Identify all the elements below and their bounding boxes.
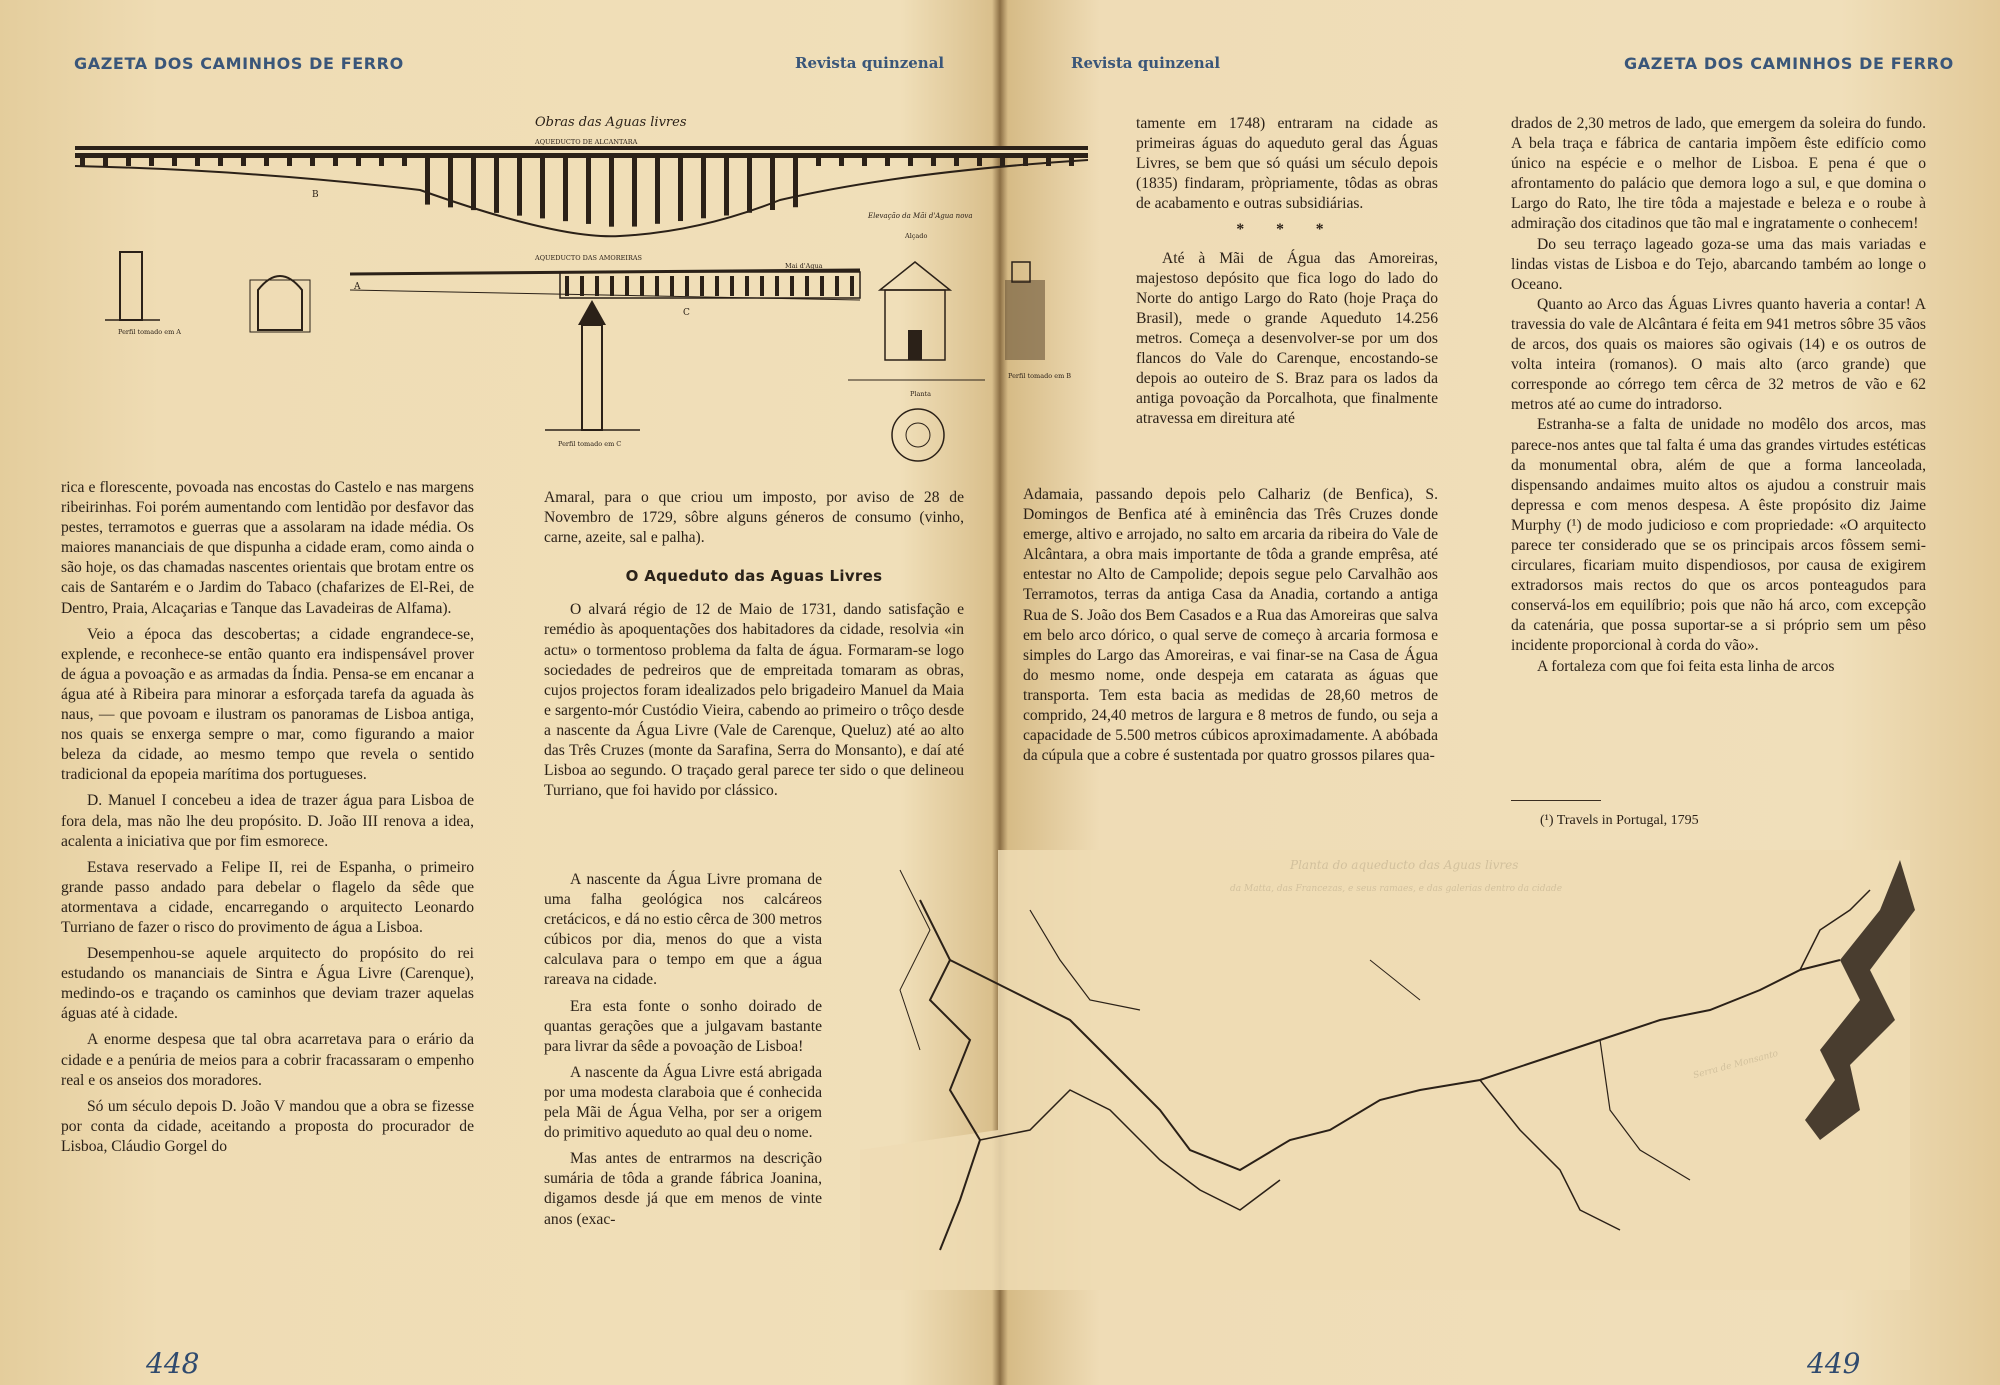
paragraph: Desempenhou-se aquele arquitecto do propósito do rei estudando os mananciais de Sintra e Água Livre (Carenque), medindo-os e traçando os caminhos que deviam trazer aquelas águas até à cidade. xyxy=(61,945,474,1023)
section-divider: * * * xyxy=(1236,221,1338,239)
paragraph: tamente em 1748) entraram na cidade as primeiras águas do aqueduto geral das Águas Livres, se bem que só quási um século depois (1835) findaram, pròpriamente, tôdas as obras de acabamento e outras subsidiárias. xyxy=(1136,115,1438,213)
paragraph: Era esta fonte o sonho doirado de quantas gerações que a julgavam bastante para livrar da sêde a povoação de Lisboa! xyxy=(544,997,822,1055)
aqueduct-map xyxy=(860,850,1920,1290)
map-drawing xyxy=(860,850,1920,1290)
paragraph: A nascente da Água Livre está abrigada por uma modesta claraboia que é conhecida pela Mãi de Água Velha, por ser a origem do primitivo aqueduto ao qual deu o nome. xyxy=(544,1063,822,1142)
paragraph: Estava reservado a Felipe II, rei de Espanha, o primeiro grande passo andado para debelar o flagelo da sêde que atormentava a cidade, encarregando o arquitecto Leonardo Turriano de fazer o risco do provimento de água a Lisboa. xyxy=(61,858,474,936)
label-alcado: Alçado xyxy=(905,232,928,240)
footnote: (¹) Travels in Portugal, 1795 xyxy=(1540,813,1699,828)
running-subtitle-right: Revista quinzenal xyxy=(1071,54,1221,72)
footnote-rule xyxy=(1511,800,1601,801)
label-perfil-a: Perfil tomado em A xyxy=(118,328,181,336)
label-perfil-b: Perfil tomado em B xyxy=(1008,372,1072,380)
text-column-3-top xyxy=(1136,114,1438,429)
paragraph: rica e florescente, povoada nas encostas do Castelo e nas margens ribeirinhas. Foi porém aumentando com lentidão por desfavor das pestes, terramotos e guerras que a assolaram na idade média. Os maiores mananciais de que dispunha a cidade eram, como ainda o são hoje, os das chamadas nascentes orientais que brotam entre os cais de Santarém e o Jardim do Tabaco (chafarizes de El-Rei, de Dentro, Praia, Alcaçarias e Tanque das Lavadeiras de Alfama). xyxy=(61,479,474,617)
paragraph: A nascente da Água Livre promana de uma falha geológica nos calcáreos cretácicos, e dá no estio cêrca de 300 metros cúbicos por dia, menos do que a vista calculava para o tempo em que a água rareava na cidade. xyxy=(544,871,822,989)
engraving-subtitle: AQUEDUCTO DE ALCANTARA xyxy=(535,138,638,146)
paragraph: Até à Mãi de Água das Amoreiras, majestoso depósito que fica logo do lado do Norte do antigo Largo do Rato (hoje Praça do Brasil), mede o grande Aqueduto 14.256 metros. Começa a desenvolver-se por um dos flancos do Vale do Carenque, encostando-se depois ao outeiro de S. Braz para os lados da antiga povoação da Porcalhota, que finalmente atravessa em direitura até xyxy=(1136,249,1438,428)
label-perfil-c: Perfil tomado em C xyxy=(558,440,622,448)
paragraph: Adamaia, passando depois pelo Calhariz (de Benfica), S. Domingos de Benfica até à eminência das Três Cruzes donde emerge, altivo e arrojado, no salto em arcaria da ribeira do Vale de Alcântara, a obra mais importante de tôda a grande emprêsa, até entestar no Alto de Campolide; depois segue pelo Carvalhão aos Terramotos, terras da antiga Casa da Anadia, cortando a antiga Rua de S. João dos Bem Casados e a Rua das Amoreiras que salva em belo arco dórico, o qual serve de começo à arcaria formosa e simples do Largo das Amoreiras, e vai finar-se na Casa de Água do mesmo nome, onde despeja em catarata as águas que transporta. Tem esta bacia as medidas de 28,60 metros de comprido, 24,40 metros de largura e 8 metros de fundo, ou seja a capacidade de 5.500 metros cúbicos aproximadamente. A abóbada da cúpula que a cobre é sustentada por quatro grossos pilares qua- xyxy=(1023,486,1438,765)
text-column-4 xyxy=(1511,114,1926,677)
text-column-2-narrow xyxy=(544,870,822,1230)
page-number-left: 448 xyxy=(146,1347,200,1380)
paragraph: D. Manuel I concebeu a idea de trazer água para Lisboa de fora dela, mas não lhe deu propósito. D. João III renova a idea, acalenta a iniciativa que por fim esmorece. xyxy=(61,792,474,850)
paragraph: O alvará régio de 12 de Maio de 1731, dando satisfação e remédio às apoquentações dos habitadores da cidade, resolvia «in actu» o tormentoso problema da falta de água. Formaram-se logo sociedades de pedreiros que de empreitada tomaram as obras, cujos projectos foram idealizados pelo brigadeiro Manuel da Maia e sargento-mór Custódio Vieira, cabendo ao primeiro o trôço desde a nascente da Água Livre (Vale de Carenque, Queluz) até ao alto das Três Cruzes (monte da Sarafina, Serra do Monsanto), e daí até Lisboa ao segundo. O traçado geral parece ter sido o que delineou Turriano, que foi havido por clássico. xyxy=(544,601,964,800)
label-elevation-title: Elevação da Mãi d'Agua nova xyxy=(868,212,973,220)
label-a: A xyxy=(354,282,361,292)
aqueduct-drawing xyxy=(0,0,1100,450)
paragraph: drados de 2,30 metros de lado, que emergem da soleira do fundo. A bela traça e fábrica de cantaria impõem êste edifício como único na espécie e o melhor de Lisboa. E pena é que o afrontamento do palácio que demora logo a sul, e que domina o Largo do Rato, lhe tire tôda a majestade e beleza e o roube à admiração dos citadinos que tão mal e ingratamente o conhecem! xyxy=(1511,115,1926,233)
page-number-right: 449 xyxy=(1807,1347,1861,1380)
engraving-title: Obras das Aguas livres xyxy=(535,115,687,130)
text-column-3-wide xyxy=(1023,485,1438,766)
paragraph: Mas antes de entrarmos na descrição sumária de tôda a grande fábrica Joanina, digamos desde já que em menos de vinte anos (exac- xyxy=(544,1150,822,1228)
label-c: C xyxy=(683,308,690,318)
paragraph: Só um século depois D. João V mandou que a obra se fizesse por conta da cidade, aceitando a proposta do procurador de Lisboa, Cláudio Gorgel do xyxy=(61,1097,474,1155)
running-title-right: GAZETA DOS CAMINHOS DE FERRO xyxy=(1624,54,1954,73)
running-title-left: GAZETA DOS CAMINHOS DE FERRO xyxy=(74,54,404,73)
section-heading: O Aqueduto das Aguas Livres xyxy=(625,567,883,586)
paragraph: Veio a época das descobertas; a cidade engrandece-se, explende, e reconhece-se então quanto era indispensável prover de água a povoação e as armadas da Índia. Pensa-se em encanar a água até à Ribeira para minorar a esforçada tarefa da aguada às naus, — que povoam e ilustram os panoramas de Lisboa antiga, nos quais se enxerga sempre o mar, como figurando a maior beleza da cidade, ao mesmo tempo que revela o sentido tradicional da epopeia marítima dos portugueses. xyxy=(61,625,474,784)
aqueduct-engraving xyxy=(0,0,1100,450)
paragraph: Amaral, para o que criou um imposto, por aviso de 28 de Novembro de 1729, sôbre alguns géneros de consumo (vinho, carne, azeite, sal e palha). xyxy=(544,489,964,547)
label-b: B xyxy=(312,190,319,200)
paragraph: Estranha-se a falta de unidade no modêlo dos arcos, mas parece-nos antes que tal falta é uma das grandes virtudes estéticas da monumental obra, além de que a forma lanceolada, dispensando andaimes muito altos os ajudou a construir mais depressa e com menos despesa. A êste propósito diz Jaime Murphy (¹) de modo judicioso e com propriedade: «O arquitecto parece ter considerado que se os principais arcos fôssem semi-circulares, ficariam muito dispendiosos, por causa de exigirem extradorsos mais rectos do que os arcos ponteagudos para conservá-los em equilíbrio; pois que não há arco, com excepção da catenária, que possa suportar-se a si próprio sem um pêso incidente proporcional à corda do vão». xyxy=(1511,416,1926,655)
label-amoreiras: AQUEDUCTO DAS AMOREIRAS xyxy=(535,254,642,262)
running-subtitle-left: Revista quinzenal xyxy=(795,54,945,72)
paragraph: A fortaleza com que foi feita esta linha de arcos xyxy=(1537,657,1835,675)
label-planta: Planta xyxy=(910,390,932,398)
paragraph: Do seu terraço lageado goza-se uma das mais variadas e lindas vistas de Lisboa e do Tejo, abarcando também ao longe o Oceano. xyxy=(1511,235,1926,293)
paragraph: Quanto ao Arco das Águas Livres quanto haveria a contar! A travessia do vale de Alcântara é feita em 941 metros sôbre 35 vãos de arcos, dos quais os maiores são ogivais (14) e os outros de volta inteira (romanos). O mais alto (arco grande) que corresponde ao córrego tem cêrca de 32 metros de vão e 62 metros até ao cume do intradorso. xyxy=(1511,295,1926,414)
text-column-2 xyxy=(544,488,964,801)
paragraph: A enorme despesa que tal obra acarretava para o erário da cidade e a penúria de meios para a cobrir fracassaram o empenho real e os anseios dos moradores. xyxy=(61,1031,474,1089)
text-column-1 xyxy=(61,478,474,1157)
label-mae-dagua: Mai d'Agua xyxy=(785,262,823,270)
